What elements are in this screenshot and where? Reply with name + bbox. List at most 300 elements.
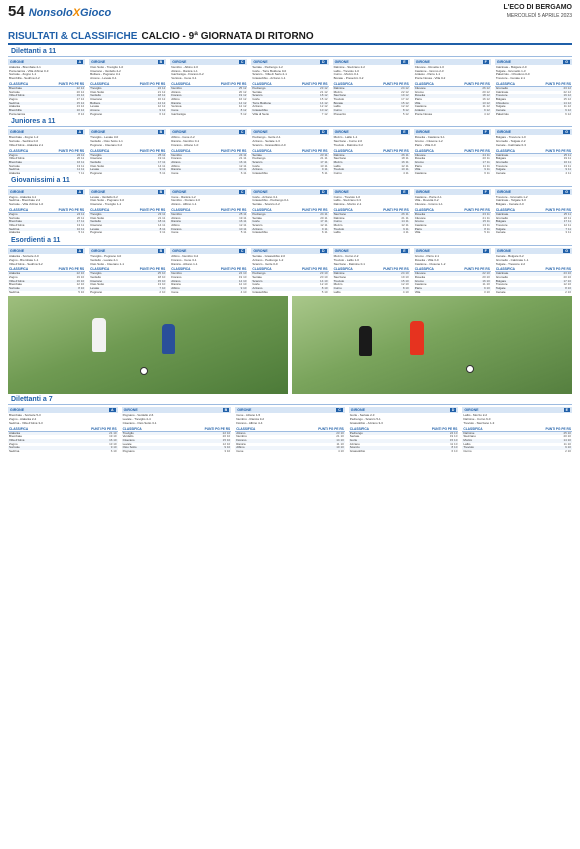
team-name: Nembro xyxy=(171,152,182,157)
team-played: 10 xyxy=(567,274,571,279)
page-header-left xyxy=(8,3,111,20)
result-row: Gorle - Seriate 2-3 xyxy=(349,414,375,418)
results-list xyxy=(333,66,410,81)
team-played: 12 xyxy=(324,104,328,109)
team-played: 10 xyxy=(405,289,409,294)
team-played: 11 xyxy=(405,211,409,216)
team-points: 21 xyxy=(336,434,340,439)
team-played: 11 xyxy=(81,222,85,227)
group-letter: E xyxy=(403,189,406,194)
ball-shape xyxy=(466,365,474,373)
team-points: 3 xyxy=(565,230,568,235)
team-points: 10 xyxy=(239,226,243,231)
result-row: Levate - Treviglio 4-4 xyxy=(122,417,151,422)
team-points: 12 xyxy=(320,104,324,109)
group-label: GIRONE xyxy=(464,408,479,413)
page-number: 54 xyxy=(8,3,25,20)
group-header xyxy=(89,189,166,195)
team-points: 19 xyxy=(449,434,454,439)
result-row: Osio Sotto - Pognano 3-0 xyxy=(90,198,124,203)
team-points: 19 xyxy=(76,274,80,279)
team-points: 23 xyxy=(157,211,162,216)
standings-row xyxy=(251,231,328,235)
team-name: Gromo xyxy=(414,278,424,283)
team-points: 13 xyxy=(109,441,113,446)
team-points: 13 xyxy=(76,222,81,227)
team-played: 12 xyxy=(80,108,85,113)
team-points: 20 xyxy=(222,434,226,439)
match-photo xyxy=(292,296,572,394)
result-row: Levate - Verdello 0-2 xyxy=(90,195,118,199)
team-name: Fiorano xyxy=(171,93,182,98)
group-header xyxy=(414,189,491,195)
team-points: 12 xyxy=(238,282,243,287)
result-row: Clusone - Gromo 1-1 xyxy=(414,202,443,207)
group-label: GIRONE xyxy=(91,249,106,254)
team-points: 8 xyxy=(159,226,162,231)
team-played: 12 xyxy=(161,85,166,90)
team-name: Pognano xyxy=(90,171,103,176)
team-played: 11 xyxy=(486,215,490,220)
team-played: 10 xyxy=(80,278,85,283)
team-points: 10 xyxy=(401,167,405,172)
team-name: Zogno xyxy=(9,96,18,101)
result-row: Rovetta - Castione 3-1 xyxy=(414,136,445,140)
team-name: Cene xyxy=(171,230,179,235)
results-list xyxy=(8,196,85,207)
team-name: Vertova xyxy=(171,104,182,109)
group-column xyxy=(251,246,328,294)
team-played: 10 xyxy=(161,278,166,283)
results-list xyxy=(89,196,166,207)
team-points: 8 xyxy=(78,111,80,116)
team-played: 11 xyxy=(243,230,247,235)
group-column xyxy=(89,187,166,235)
results-list xyxy=(8,66,85,81)
group-label: GIRONE xyxy=(172,130,187,135)
team-name: Cene xyxy=(171,289,179,294)
group-letter: D xyxy=(451,408,455,413)
team-points: 26 xyxy=(401,211,405,216)
group-label: GIRONE xyxy=(334,130,349,135)
section-title: Dilettanti a 7 xyxy=(8,394,572,405)
team-stats xyxy=(403,113,409,117)
team-name: Stezzano xyxy=(333,93,347,98)
team-points: 16 xyxy=(482,96,486,101)
group-letter: E xyxy=(403,130,406,135)
team-played: 12 xyxy=(80,85,85,90)
team-name: Verdello xyxy=(90,159,101,164)
team-points: 16 xyxy=(239,219,243,224)
team-points: 9 xyxy=(484,167,486,172)
team-played: 12 xyxy=(243,108,247,113)
team-name: Grassobbio xyxy=(252,108,268,113)
team-name: Curno xyxy=(333,108,342,113)
team-name: Treviglio xyxy=(90,85,102,90)
team-name: Rovetta xyxy=(414,211,426,216)
group-column xyxy=(495,246,572,294)
team-name: Calcinate xyxy=(495,89,509,94)
group-letter: B xyxy=(159,60,163,64)
team-played: 10 xyxy=(567,271,571,276)
group-column xyxy=(333,246,410,294)
group-column xyxy=(122,405,232,453)
team-points: 20 xyxy=(320,215,324,220)
results-list xyxy=(89,66,166,81)
team-stats xyxy=(565,172,571,176)
team-played: 10 xyxy=(405,286,409,291)
result-row: Brembilla - Sedrina 2-2 xyxy=(9,76,40,81)
standings-title: CLASSIFICA xyxy=(252,81,272,86)
team-stats xyxy=(565,231,571,235)
standings-title: CLASSIFICA xyxy=(333,148,353,153)
group-header xyxy=(495,129,572,135)
team-points: 6 xyxy=(240,171,243,176)
group-label: GIRONE xyxy=(334,189,349,194)
team-played: 11 xyxy=(162,219,166,224)
results-list xyxy=(251,196,328,207)
team-played: 11 xyxy=(324,219,328,224)
team-played: 10 xyxy=(454,437,458,442)
team-played: 12 xyxy=(80,93,85,98)
team-played: 12 xyxy=(324,111,328,116)
group-label: GIRONE xyxy=(334,249,349,254)
team-points: 12 xyxy=(320,222,324,227)
team-points: 20 xyxy=(482,156,486,161)
team-name: Villa d'Almè xyxy=(9,278,25,283)
team-points: 5 xyxy=(78,230,81,235)
team-played: 11 xyxy=(81,219,85,224)
standings-row xyxy=(170,291,247,295)
team-points: 14 xyxy=(320,278,324,283)
team-name: Clusone xyxy=(414,271,426,276)
team-points: 17 xyxy=(320,159,324,164)
team-points: 15 xyxy=(320,96,324,101)
team-points: 14 xyxy=(401,219,405,224)
result-row: Ponteranica - Villa d'Almè 0-3 xyxy=(9,68,49,73)
standings-columns: PUNTI PG PE RS xyxy=(545,81,571,86)
team-name: Clusone xyxy=(414,152,426,157)
result-row: Seriate - Scanzo 2-2 xyxy=(252,202,280,207)
standings-row xyxy=(89,113,166,117)
team-played: 10 xyxy=(243,271,247,276)
team-played: 10 xyxy=(567,278,571,283)
team-name: Scanzo xyxy=(252,222,263,227)
team-played: 12 xyxy=(243,89,247,94)
team-points: 4 xyxy=(403,171,405,176)
standings-columns: PUNTI PG PE RS xyxy=(139,81,166,86)
team-name: Azzano xyxy=(252,167,263,172)
team-played: 12 xyxy=(324,93,328,98)
group-header xyxy=(251,189,328,195)
group-letter: C xyxy=(240,60,244,64)
group-letter: A xyxy=(78,249,82,254)
team-stats xyxy=(322,231,328,235)
team-points: 6 xyxy=(159,111,162,116)
team-played: 12 xyxy=(161,100,166,105)
team-played: 12 xyxy=(243,111,247,116)
team-played: 11 xyxy=(324,222,328,227)
team-played: 11 xyxy=(243,152,247,157)
team-name: Parre xyxy=(414,163,423,168)
team-name: Azzano xyxy=(252,226,263,231)
group-column xyxy=(414,127,491,175)
team-played: 11 xyxy=(567,230,571,235)
team-played: 10 xyxy=(161,286,166,291)
team-played: 12 xyxy=(486,104,490,109)
group-label: GIRONE xyxy=(10,60,25,64)
team-name: Sedrina xyxy=(9,100,20,105)
team-points: 21 xyxy=(320,89,324,94)
result-row: Telgate - Grumello 1-3 xyxy=(495,68,526,73)
team-name: Stezzano xyxy=(333,156,347,161)
result-row: Nembro - Albino 2-0 xyxy=(171,66,198,69)
group-column xyxy=(251,187,328,235)
results-list xyxy=(8,414,118,425)
team-name: Cene xyxy=(171,171,179,176)
result-row: Gromo - Parre 2-1 xyxy=(414,255,440,259)
team-name: Cenate xyxy=(495,171,506,176)
group-letter: C xyxy=(240,249,244,254)
group-label: GIRONE xyxy=(253,249,268,254)
team-points: 22 xyxy=(222,430,226,435)
result-row: Grassobbio - Azzano 3-3 xyxy=(349,420,383,425)
group-letter: C xyxy=(338,408,341,413)
team-points: 18 xyxy=(157,274,162,279)
team-points: 2 xyxy=(159,289,162,294)
team-points: 13 xyxy=(482,222,486,227)
team-name: Seriate xyxy=(252,89,262,94)
team-points: 25 xyxy=(238,85,243,90)
group-label: GIRONE xyxy=(10,130,25,135)
team-played: 11 xyxy=(405,215,409,220)
team-points: 16 xyxy=(76,159,81,164)
team-played: 11 xyxy=(324,211,328,216)
team-stats xyxy=(403,291,409,295)
team-points: 25 xyxy=(563,152,568,157)
result-row: Stezzano - Curno 2-0 xyxy=(333,139,363,144)
team-played: 10 xyxy=(567,282,571,287)
team-name: Bolgare xyxy=(495,278,507,283)
team-points: 5 xyxy=(240,230,243,235)
team-played: 12 xyxy=(324,85,328,90)
team-name: Calcinate xyxy=(495,271,509,276)
page-header xyxy=(0,0,580,30)
team-points: 17 xyxy=(563,278,567,283)
team-name: Villa d'Almè xyxy=(9,222,25,227)
team-stats xyxy=(452,450,458,454)
group-label: GIRONE xyxy=(123,408,138,413)
result-row: Ponte Nossa - Villa 0-2 xyxy=(414,76,446,81)
group-label: GIRONE xyxy=(172,249,187,254)
group-label: GIRONE xyxy=(10,249,25,254)
results-list xyxy=(8,255,85,266)
team-played: 10 xyxy=(80,282,85,287)
result-row: Villa - Rovetta 0-2 xyxy=(414,198,439,203)
team-played: 12 xyxy=(486,85,490,90)
team-points: 22 xyxy=(563,89,567,94)
team-name: Lallio xyxy=(333,163,341,168)
team-played: 12 xyxy=(80,100,85,105)
team-played: 11 xyxy=(567,159,571,164)
team-name: Mozzo xyxy=(333,282,343,287)
result-row: Sorisole - Sedrina 0-0 xyxy=(9,139,39,144)
standings-columns: PUNTI PG PE RS xyxy=(383,148,409,153)
team-played: 12 xyxy=(567,93,571,98)
team-points: 8 xyxy=(565,286,567,291)
brand-x: X xyxy=(72,7,81,19)
team-played: 10 xyxy=(161,289,166,294)
team-points: 19 xyxy=(401,93,405,98)
team-played: 10 xyxy=(243,278,247,283)
team-stats xyxy=(78,113,84,117)
team-stats xyxy=(224,450,230,454)
team-name: Curno xyxy=(333,286,342,291)
team-points: 25 xyxy=(157,152,162,157)
team-played: 11 xyxy=(486,163,490,168)
group-header xyxy=(235,407,345,413)
team-name: Mozzo xyxy=(333,222,343,227)
team-played: 10 xyxy=(567,437,571,442)
result-row: Seriate - Grassobbio 2-0 xyxy=(252,255,286,259)
team-name: Pedrengo xyxy=(252,211,266,216)
team-points: 11 xyxy=(482,282,486,287)
team-points: 4 xyxy=(337,449,340,454)
result-row: Gazzaniga - Fiorano 0-2 xyxy=(171,72,204,77)
team-points: 9 xyxy=(110,445,113,450)
team-name: Gorle xyxy=(252,163,260,168)
team-points: 24 xyxy=(320,211,324,216)
team-name: Lallio xyxy=(333,104,341,109)
standings-title: CLASSIFICA xyxy=(414,148,434,153)
team-name: Ranica xyxy=(171,167,181,172)
team-points: 23 xyxy=(563,85,567,90)
team-points: 12 xyxy=(238,104,243,109)
team-name: Curno xyxy=(333,219,342,224)
standings-row xyxy=(333,231,410,235)
standings-columns: PUNTI PG PE RS xyxy=(302,81,328,86)
group-header xyxy=(89,59,166,65)
team-name: Verdello xyxy=(90,93,101,98)
result-row: Brembate - Zogno 1-2 xyxy=(9,136,39,140)
team-name: Gorle xyxy=(349,437,358,442)
team-points: 15 xyxy=(563,96,567,101)
team-points: 20 xyxy=(76,156,81,161)
group-label: GIRONE xyxy=(334,60,349,64)
team-name: Bolgare xyxy=(495,219,507,224)
group-letter: B xyxy=(159,189,163,194)
group-column xyxy=(462,405,572,453)
team-points: 4 xyxy=(483,111,486,116)
result-row: Sorisole - Zogno 1-1 xyxy=(9,72,37,77)
team-name: Villa xyxy=(414,167,421,172)
team-name: Scanzo xyxy=(252,93,263,98)
team-name: Mozzo xyxy=(463,437,473,442)
result-row: Treviglio - Pognano 4-0 xyxy=(90,255,122,259)
team-played: 11 xyxy=(486,230,490,235)
team-played: 11 xyxy=(162,156,166,161)
standings-row xyxy=(8,113,85,117)
result-row: Atalanta - Brembate 2-1 xyxy=(9,66,41,69)
result-row: Ciserano - Treviglio 1-1 xyxy=(90,202,122,207)
team-points: 19 xyxy=(157,156,162,161)
result-row: Grumello - Calcinate 1-1 xyxy=(495,257,529,262)
team-points: 20 xyxy=(76,215,81,220)
group-column xyxy=(8,405,118,453)
team-name: Villa d'Almè xyxy=(9,437,25,442)
team-name: Brembate xyxy=(9,219,23,224)
team-points: 14 xyxy=(336,437,340,442)
group-letter: C xyxy=(240,130,244,135)
team-points: 9 xyxy=(224,445,226,450)
team-points: 12 xyxy=(320,282,324,287)
team-played: 12 xyxy=(567,85,571,90)
team-name: Lallio xyxy=(463,441,471,446)
team-name: Sorisole xyxy=(9,215,20,220)
team-name: Treviglio xyxy=(90,211,102,216)
team-points: 10 xyxy=(336,445,340,450)
result-row: Trescore - Grumello 1-2 xyxy=(495,195,528,199)
team-played: 10 xyxy=(324,282,328,287)
team-points: 22 xyxy=(76,85,80,90)
result-row: Fiorano - Alzano 1-0 xyxy=(171,142,199,147)
team-played: 10 xyxy=(243,286,247,291)
team-played: 11 xyxy=(243,215,247,220)
team-played: 12 xyxy=(486,100,490,105)
team-stats xyxy=(111,450,117,454)
team-name: Osio Sotto xyxy=(90,282,105,287)
team-played: 10 xyxy=(80,289,85,294)
team-played: 10 xyxy=(340,449,344,454)
team-name: Villa xyxy=(414,100,421,105)
team-played: 12 xyxy=(567,108,571,113)
team-points: 24 xyxy=(238,271,243,276)
team-points: 8 xyxy=(240,108,243,113)
results-list xyxy=(170,66,247,81)
team-points: 9 xyxy=(321,167,324,172)
team-points: 18 xyxy=(482,93,486,98)
team-points: 16 xyxy=(238,96,243,101)
team-name: Trescore xyxy=(495,163,508,168)
team-name: Sorisole xyxy=(9,163,20,168)
team-name: Calcinate xyxy=(495,152,509,157)
ball-shape xyxy=(140,367,148,375)
team-played: 11 xyxy=(162,167,166,172)
team-points: 21 xyxy=(157,215,162,220)
result-row: Cenate - Bolgare 0-2 xyxy=(495,255,524,259)
team-played: 12 xyxy=(324,89,328,94)
standings-columns: PUNTI PG PE RS xyxy=(58,148,85,153)
group-column xyxy=(170,187,247,235)
team-name: Albino xyxy=(236,445,245,450)
team-points: 21 xyxy=(320,156,324,161)
team-points: 15 xyxy=(157,278,162,283)
standings-title: CLASSIFICA xyxy=(495,267,515,272)
team-played: 11 xyxy=(567,226,571,231)
team-points: 9 xyxy=(565,445,567,450)
standings-columns: PUNTI PG PE RS xyxy=(220,148,247,153)
team-points: 14 xyxy=(157,163,162,168)
standings-columns: PUNTI PG PE RS xyxy=(220,267,247,272)
standings-columns: PUNTI PG PE RS xyxy=(383,207,409,212)
team-stats xyxy=(78,291,84,295)
standings-columns: PUNTI PG PE RS xyxy=(318,426,344,431)
team-name: Fiorano xyxy=(171,156,182,161)
team-points: 6 xyxy=(484,171,486,176)
team-played: 12 xyxy=(161,96,166,101)
team-name: Gorle xyxy=(252,96,260,101)
team-points: 18 xyxy=(157,93,162,98)
